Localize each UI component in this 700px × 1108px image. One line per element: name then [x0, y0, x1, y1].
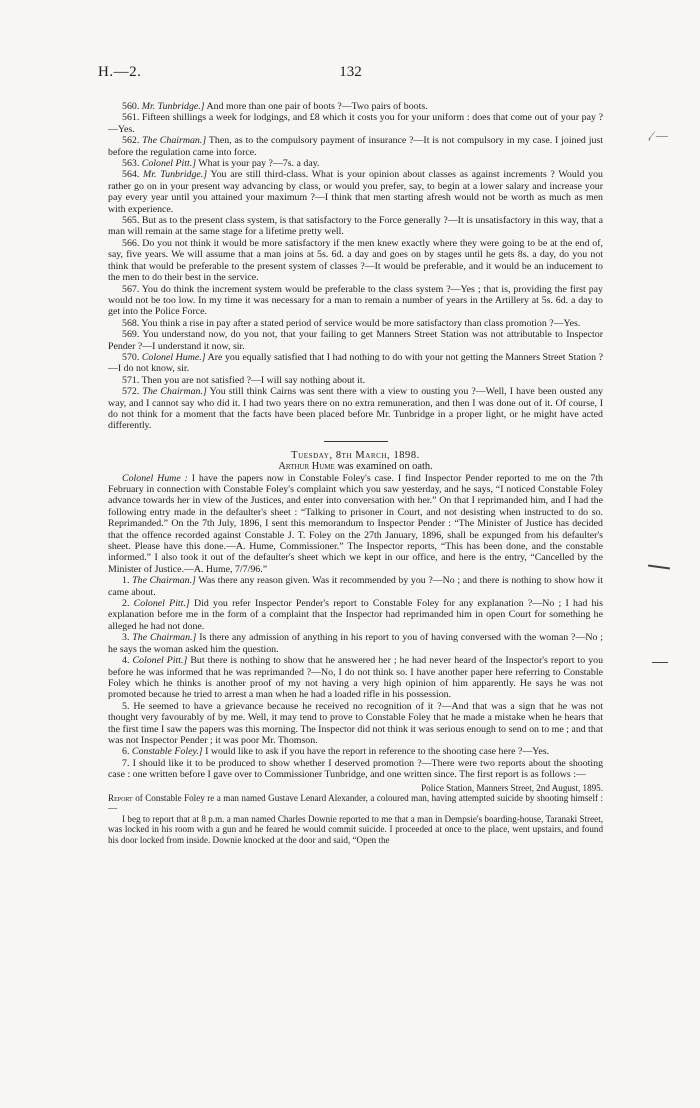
- question-number: 567.: [122, 283, 140, 295]
- session-date: Tuesday, 8th March, 1898.: [291, 449, 420, 461]
- speaker-name: The Chairman.]: [142, 386, 207, 398]
- question-entry: [108, 575, 603, 598]
- question-entry: [108, 215, 603, 238]
- question-entry: [108, 701, 603, 747]
- question-number: 562.: [122, 135, 140, 147]
- witness-name: Arthur Hume: [278, 461, 335, 473]
- question-number: 6.: [122, 746, 130, 758]
- page-body: [108, 101, 603, 845]
- question-number: 566.: [122, 237, 140, 249]
- question-text: Did you refer Inspector Pender's report to Constable Foley for any explanation ?—No ; I had his explanation before me in the form of a complaint that the Inspector had reprimanded him in open Court for something he alleged he had not done.: [108, 598, 604, 632]
- question-number: 4.: [122, 655, 130, 667]
- question-entry: [108, 375, 603, 386]
- speaker-name: Colonel Pitt.]: [141, 158, 197, 170]
- question-entry: [108, 352, 603, 375]
- question-entry: [108, 158, 603, 169]
- question-text: Then you are not satisfied ?—I will say nothing about it.: [141, 374, 366, 386]
- question-entry: [108, 598, 603, 632]
- report-title-rest: of Constable Foley re a man named Gustave Lenard Alexander, a coloured man, having attempted suicide by shooting himself :—: [108, 792, 603, 814]
- question-number: 570.: [122, 351, 140, 363]
- speaker-name: Colonel Hume.]: [141, 351, 206, 363]
- speaker-name: Constable Foley.]: [131, 746, 203, 758]
- question-number: 572.: [122, 386, 140, 398]
- witness-oath: was examined on oath.: [334, 461, 433, 473]
- question-number: 561.: [122, 112, 140, 124]
- question-entry: [108, 101, 603, 112]
- speaker-name: Mr. Tunbridge.]: [141, 101, 205, 112]
- opening-statement: [108, 473, 603, 576]
- document-reference: H.—2.: [98, 64, 142, 80]
- question-text: Fifteen shillings a week for lodgings, and £8 which it costs you for your uniform : does that come out of your pay ?—Yes.: [108, 112, 604, 135]
- question-text: You are still third-class. What is your opinion about classes as against increments ? Would you rather go on in your present way advancing by class, or would you prefer, say, to begin at a lower salary and increase your pay every year until you attained your maximum ?—I think that men starting afresh would not be worth as much as men with experience.: [108, 169, 603, 215]
- page-header: [98, 64, 603, 84]
- question-text: Then, as to the compulsory payment of insurance ?—It is not compulsory in my case. I joined just before the regulation came into force.: [108, 135, 603, 158]
- question-number: 569.: [122, 329, 140, 341]
- report-title-lead: Report: [108, 792, 133, 803]
- question-entry: [108, 169, 603, 215]
- question-text: Are you equally satisfied that I had nothing to do with your not getting the Manners Street Station ?—I do not know, sir.: [108, 351, 603, 375]
- witness-line: [108, 461, 603, 472]
- question-text: I would like to ask if you have the report in reference to the shooting case here ?—Yes.: [202, 746, 550, 758]
- evidence-section-top: [108, 101, 603, 432]
- speaker-name: The Chairman.]: [132, 575, 196, 587]
- question-entry: [108, 238, 603, 284]
- speaker-name: Colonel Pitt.]: [132, 655, 188, 667]
- question-entry: [108, 632, 603, 655]
- question-number: 568.: [122, 317, 140, 329]
- question-text: You still think Cairns was sent there with a view to ousting you ?—Well, I have been ousted any way, and I cannot say who did it. I had two years there on no extra remuneration, and then I was done out of it. Of course, I do not think for a moment that the facts have been placed before Mr. Tunbridge in a proper light, or he might have acted differently.: [108, 386, 604, 432]
- report-place-date: Police Station, Manners Street, 2nd August, 1895.: [421, 782, 603, 793]
- question-text: What is your pay ?—7s. a day.: [196, 158, 320, 170]
- margin-dash-mark-lower: [652, 662, 668, 663]
- report-body: I beg to report that at 8 p.m. a man named Charles Downie reported to me that a man in Dempsie's boarding-house, Taranaki Street, was locked in his room with a gun and he feared he would commit suicide. I proceeded at once to the place, went upstairs, and found his door locked from inside. Downie knocked at the door and said, “Open the: [108, 813, 603, 845]
- margin-tick-mark: ,⁄ —: [648, 128, 669, 142]
- question-entry: [108, 655, 603, 701]
- question-number: 7.: [122, 757, 130, 769]
- question-text: And more than one pair of boots ?—Two pairs of boots.: [204, 101, 428, 112]
- speaker-name: The Chairman.]: [142, 135, 207, 147]
- question-text: Was there any reason given. Was it recommended by you ?—No ; and there is nothing to show how it came about.: [108, 575, 603, 598]
- question-text: Is there any admission of anything in his report to you of having conversed with the woman ?—No ; he says the woman asked him the question.: [108, 632, 603, 655]
- speaker-name: The Chairman.]: [132, 632, 197, 644]
- speaker-name: Mr. Tunbridge.]: [143, 169, 208, 181]
- question-text: I should like it to be produced to show whether I deserved promotion ?—There were two reports about the shooting case : one written before I gave over to Commissioner Tunbridge, and one written since. The first report is as follows :—: [108, 757, 604, 781]
- question-text: But as to the present class system, is that satisfactory to the Force generally ?—It is unsatisfactory in this way, that a man will remain at the same stage for a lifetime pretty well.: [108, 215, 603, 238]
- question-text: But there is nothing to show that he answered her ; he had never heard of the Inspector's report to you before he was informed that he was reprimanded ?—No, I do not think so. I have another paper here referring to Constable Foley which he thinks is another proof of my not having a very high opinion of him apparently. He says he was not promoted because he tried to arrest a man when he had a loaded rifle in his possession.: [108, 655, 604, 701]
- report-title: [108, 793, 603, 814]
- question-number: 2.: [122, 598, 130, 610]
- question-entry: [108, 329, 603, 352]
- question-number: 5.: [122, 700, 130, 712]
- question-entry: [108, 758, 603, 781]
- section-divider: [324, 441, 388, 442]
- margin-dash-mark: [648, 564, 670, 569]
- question-entry: [108, 746, 603, 757]
- question-number: 564.: [122, 169, 140, 181]
- question-entry: [108, 135, 603, 158]
- question-text: Do you not think it would be more satisfactory if the men knew exactly where they were going to be at the end of, say, five years. We will assume that a man joins at 5s. 6d. a day and goes on by stages until he gets 8s. a day, do you not think that would be preferable to the present system of classes ?—It would be preferable, and it would be an inducement to the men to do their best in the service.: [108, 237, 603, 284]
- question-entry: [108, 318, 603, 329]
- speaker-name: Colonel Pitt.]: [133, 598, 190, 610]
- question-number: 3.: [122, 632, 130, 644]
- question-text: You do think the increment system would be preferable to the class system ?—Yes ; that is, providing the first pay would not be too low. In my time it was necessary for a man to remain a number of years in the Artillery at 5s. 6d. a day to get into the Police Force.: [108, 283, 603, 318]
- question-number: 571.: [122, 374, 140, 386]
- statement-speaker: Colonel Hume :: [122, 472, 188, 484]
- page-number: 132: [339, 64, 362, 80]
- question-text: You understand now, do you not, that your failing to get Manners Street Station was not attributable to Inspector Pender ?—I understand it now, sir.: [108, 329, 603, 352]
- statement-text: I have the papers now in Constable Foley's case. I find Inspector Pender reported to me on the 7th February in connection with Constable Foley's complaint which you saw yesterday, and he says, “I noticed Constable Foley advance towards her in view of the Justices, and enter into conversation with her.” On that I reprimanded him, and I had the following entry made in the defaulter's sheet : “Talking to prisoner in Court, and not desisting when instructed to do so. Reprimanded.” On the 7th July, 1896, I sent this memorandum to Inspector Pender : “The Minister of Justice has decided that the offence recorded against Constable J. T. Foley on the 27th January, 1896, shall be expunged from his defaulter's sheet. Please have this done.—A. Hume, Commissioner.” The Inspector reports, “This has been done, and the constable informed.” I also took it out of the defaulter's sheet which we kept in our office, and here is the entry, “Cancelled by the Minister of Justice.—A. Hume, 7/7/96.”: [108, 472, 603, 575]
- question-entry: [108, 112, 603, 135]
- question-number: 565.: [122, 215, 140, 227]
- question-entry: [108, 386, 603, 432]
- question-number: 1.: [122, 575, 130, 587]
- question-text: He seemed to have a grievance because he received no recognition of it ?—And that was a sign that he was not thought very favourably of by me. Well, it may tend to prove to Constable Foley that he made a mistake when he hears that the first time I saw the papers was this morning. The Inspector did not think it was serious enough to send on to me ; and that was not Inspector Pender ; it was poor Mr. Thomson.: [108, 700, 604, 746]
- question-number: 560.: [122, 101, 140, 112]
- question-entry: [108, 284, 603, 318]
- evidence-section-bottom: [108, 575, 603, 780]
- question-number: 563.: [122, 158, 140, 170]
- question-text: You think a rise in pay after a stated period of service would be more satisfactory than class promotion ?—Yes.: [141, 317, 581, 329]
